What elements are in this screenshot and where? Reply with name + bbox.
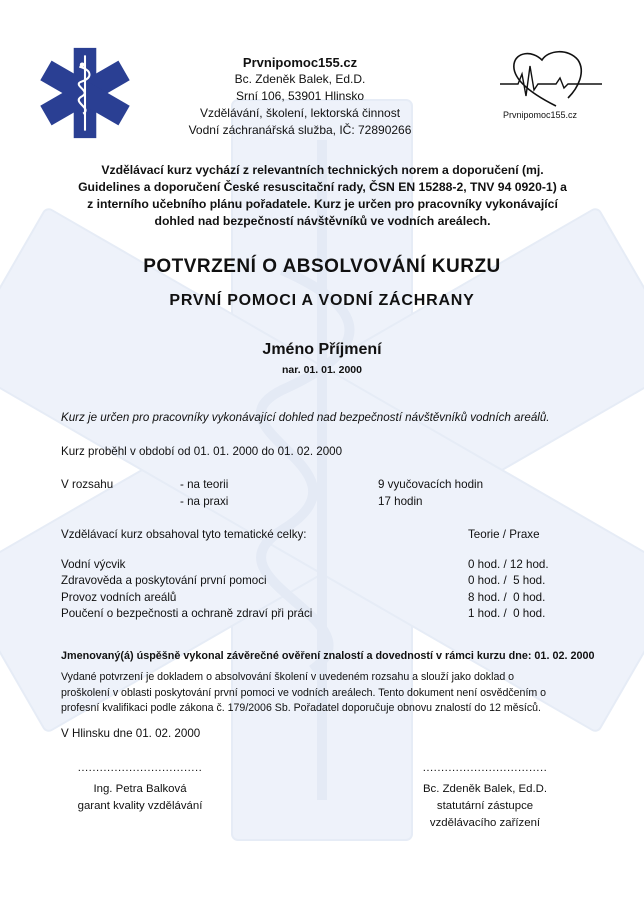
practice-hours: 17 hodin <box>378 495 423 508</box>
result-note-line-3: profesní kvalifikaci podle zákona č. 179/2006 Sb. Pořadatel doporučuje obnovu znalostí do 12 měsíců. <box>61 702 541 714</box>
topics-intro: Vzdělávací kurz obsahoval tyto tematické celky: <box>61 528 307 541</box>
heart-logo-label: Prvnipomoc155.cz <box>503 110 578 120</box>
recipient-name: Jméno Příjmení <box>262 341 382 358</box>
place-date: V Hlinsku dne 01. 02. 2000 <box>61 727 201 740</box>
intro-line-4: dohled nad bezpečností návštěvníků ve vodních areálech. <box>154 214 491 228</box>
header-service-id: Vodní záchranářská služba, IČ: 72890266 <box>188 123 412 137</box>
header-site: Prvnipomoc155.cz <box>242 55 358 70</box>
signature-right-role-2: vzdělávacího zařízení <box>429 817 541 829</box>
header-person: Bc. Zdeněk Balek, Ed.D. <box>234 72 366 86</box>
signature-right-role-1: statutární zástupce <box>436 800 534 812</box>
document-subtitle: PRVNÍ POMOCI A VODNÍ ZÁCHRANY <box>169 292 475 309</box>
course-period: Kurz proběhl v období od 01. 01. 2000 do 01. 02. 2000 <box>61 445 343 458</box>
topic-hours: 8 hod. / 0 hod. <box>468 591 546 604</box>
topic-name: Zdravověda a poskytování první pomoci <box>61 574 267 587</box>
theory-hours: 9 vyučovacích hodin <box>378 478 484 491</box>
practice-label: - na praxi <box>180 495 229 508</box>
topic-hours: 0 hod. / 12 hod. <box>468 558 549 571</box>
signature-right <box>390 760 580 832</box>
intro-line-3: z interního učebního plánu pořadatele. Kurz je určen pro pracovníky vykonávající <box>87 197 558 211</box>
header-address: Srní 106, 53901 Hlinsko <box>235 89 365 103</box>
result-statement: Jmenovaný(á) úspěšně vykonal závěrečné ověření znalostí a dovedností v rámci kurzu dne: 01. 02. 2000 <box>61 650 595 662</box>
topic-name: Provoz vodních areálů <box>61 591 177 604</box>
signature-left-role: garant kvality vzdělávání <box>77 800 203 812</box>
signature-line-right: .................................. <box>422 762 548 774</box>
signature-line-left: .................................. <box>77 762 203 774</box>
intro-line-1: Vzdělávací kurz vychází z relevantních technických norem a doporučení (mj. <box>101 163 544 177</box>
intro-line-2: Guidelines a doporučení České resuscitační rady, ČSN EN 15288-2, TNV 94 0920-1) a <box>78 180 567 194</box>
topic-hours: 0 hod. / 5 hod. <box>468 574 546 587</box>
header-activities: Vzdělávání, školení, lektorská činnost <box>199 106 401 120</box>
header-block <box>150 54 450 139</box>
result-note-line-2: proškolení v oblasti poskytování první pomoci ve vodních areálech. Tento dokument není osvědčením o <box>61 686 547 699</box>
signature-left-name: Ing. Petra Balková <box>93 783 187 795</box>
topic-hours: 1 hod. / 0 hod. <box>468 607 546 620</box>
recipient-birthdate: nar. 01. 01. 2000 <box>282 364 362 376</box>
result-note-line-1: Vydané potvrzení je dokladem o absolvování školení v uvedeném rozsahu a slouží jako doklad o <box>61 671 515 683</box>
theory-label: - na teorii <box>180 478 229 491</box>
star-of-life-logo <box>38 46 132 140</box>
scope-label: V rozsahu <box>61 478 114 491</box>
result-note <box>61 670 591 717</box>
course-purpose: Kurz je určen pro pracovníky vykonávající dohled nad bezpečností návštěvníků vodních areálů. <box>61 411 550 424</box>
topic-name: Poučení o bezpečnosti a ochraně zdraví při práci <box>61 607 313 620</box>
topics-header: Teorie / Praxe <box>468 528 540 541</box>
document-title: POTVRZENÍ O ABSOLVOVÁNÍ KURZU <box>143 256 501 277</box>
signature-left <box>45 760 235 815</box>
intro-paragraph <box>55 162 590 230</box>
signature-right-name: Bc. Zdeněk Balek, Ed.D. <box>422 783 548 795</box>
topic-name: Vodní výcvik <box>61 558 126 571</box>
